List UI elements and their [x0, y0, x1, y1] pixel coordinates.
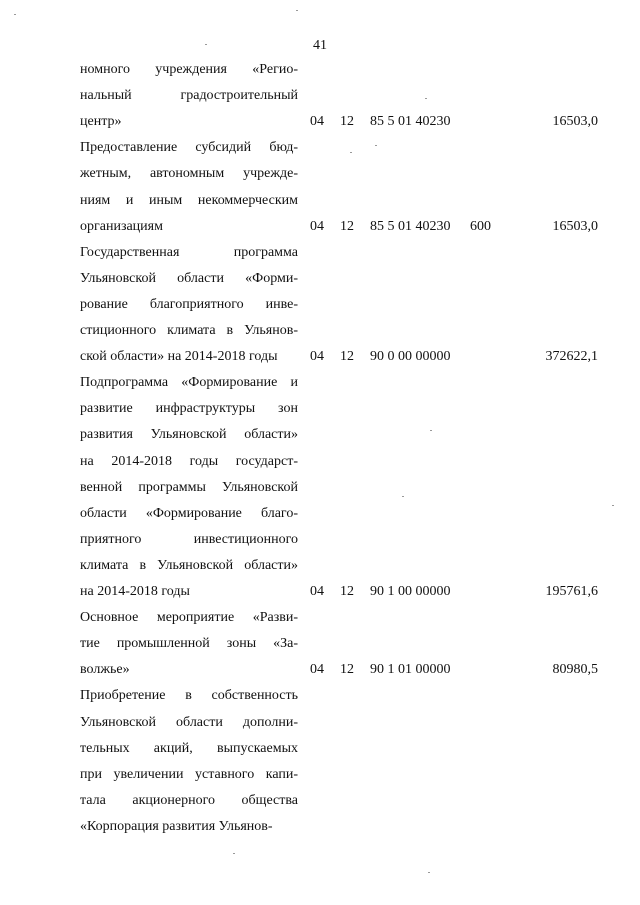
row-description-line: области «Формирование благо-	[80, 505, 298, 521]
row-description-line: номного учреждения «Регио-	[80, 62, 298, 77]
section-code-cell: 12	[340, 114, 354, 130]
scan-speck	[350, 152, 352, 153]
scan-speck	[612, 505, 614, 506]
ministry-code-cell: 04	[310, 218, 324, 234]
row-description-line: «Корпорация развития Ульянов-	[80, 818, 273, 834]
scan-speck	[296, 10, 298, 11]
row-description-line: ской области» на 2014-2018 годы	[80, 349, 278, 365]
row-description-line: тельных акций, выпускаемых	[80, 740, 298, 756]
scan-speck	[233, 853, 235, 854]
row-description-line: развитие инфраструктуры зон	[80, 401, 298, 417]
row-description-line: Приобретение в собственность	[80, 688, 298, 704]
section-code-cell: 12	[340, 662, 354, 678]
scan-speck	[402, 496, 404, 497]
scan-speck	[375, 145, 377, 146]
row-description-line: на 2014-2018 годы государст-	[80, 453, 298, 469]
row-description-line: стиционного климата в Ульянов-	[80, 323, 298, 338]
scan-speck	[14, 14, 16, 15]
row-description-line: Основное мероприятие «Разви-	[80, 610, 298, 626]
row-description-line: организациям	[80, 218, 163, 234]
row-description-line: нальный градостроительный	[80, 88, 298, 104]
target-article-cell: 85 5 01 40230	[370, 218, 451, 234]
row-description-line: волжье»	[80, 662, 130, 678]
row-description-line: Государственная программа	[80, 244, 298, 260]
ministry-code-cell: 04	[310, 584, 324, 599]
row-description-line: венной программы Ульяновской	[80, 479, 298, 495]
target-article-cell: 90 1 00 00000	[370, 584, 451, 599]
row-description-line: приятного инвестиционного	[80, 531, 298, 547]
row-description-line: Подпрограмма «Формирование и	[80, 375, 298, 391]
scan-speck	[430, 430, 432, 431]
row-description-line: жетным, автономным учрежде-	[80, 166, 298, 182]
amount-cell: 16503,0	[552, 114, 598, 130]
row-description-line: климата в Ульяновской области»	[80, 557, 298, 573]
scan-speck	[425, 98, 427, 99]
row-description-line: рование благоприятного инве-	[80, 296, 298, 312]
ministry-code-cell: 04	[310, 114, 324, 130]
section-code-cell: 12	[340, 584, 354, 599]
row-description-line: ниям и иным некоммерческим	[80, 192, 298, 208]
ministry-code-cell: 04	[310, 662, 324, 678]
amount-cell: 195761,6	[545, 584, 598, 599]
expense-type-cell: 600	[470, 218, 491, 234]
row-description-line: Предоставление субсидий бюд-	[80, 140, 298, 156]
amount-cell: 16503,0	[552, 218, 598, 234]
row-description-line: центр»	[80, 114, 122, 130]
row-description-line: при увеличении уставного капи-	[80, 766, 298, 782]
target-article-cell: 90 0 00 00000	[370, 349, 451, 365]
row-description-line: на 2014-2018 годы	[80, 584, 190, 599]
row-description-line: Ульяновской области дополни-	[80, 714, 298, 730]
amount-cell: 372622,1	[545, 349, 598, 365]
target-article-cell: 85 5 01 40230	[370, 114, 451, 130]
target-article-cell: 90 1 01 00000	[370, 662, 451, 678]
section-code-cell: 12	[340, 349, 354, 365]
section-code-cell: 12	[340, 218, 354, 234]
row-description-line: развития Ульяновской области»	[80, 427, 298, 443]
ministry-code-cell: 04	[310, 349, 324, 365]
row-description-line: тала акционерного общества	[80, 792, 298, 808]
page-number: 41	[313, 38, 327, 53]
row-description-line: тие промышленной зоны «За-	[80, 636, 298, 652]
amount-cell: 80980,5	[552, 662, 598, 678]
scan-speck	[428, 872, 430, 873]
row-description-line: Ульяновской области «Форми-	[80, 270, 298, 286]
scan-speck	[205, 44, 207, 45]
